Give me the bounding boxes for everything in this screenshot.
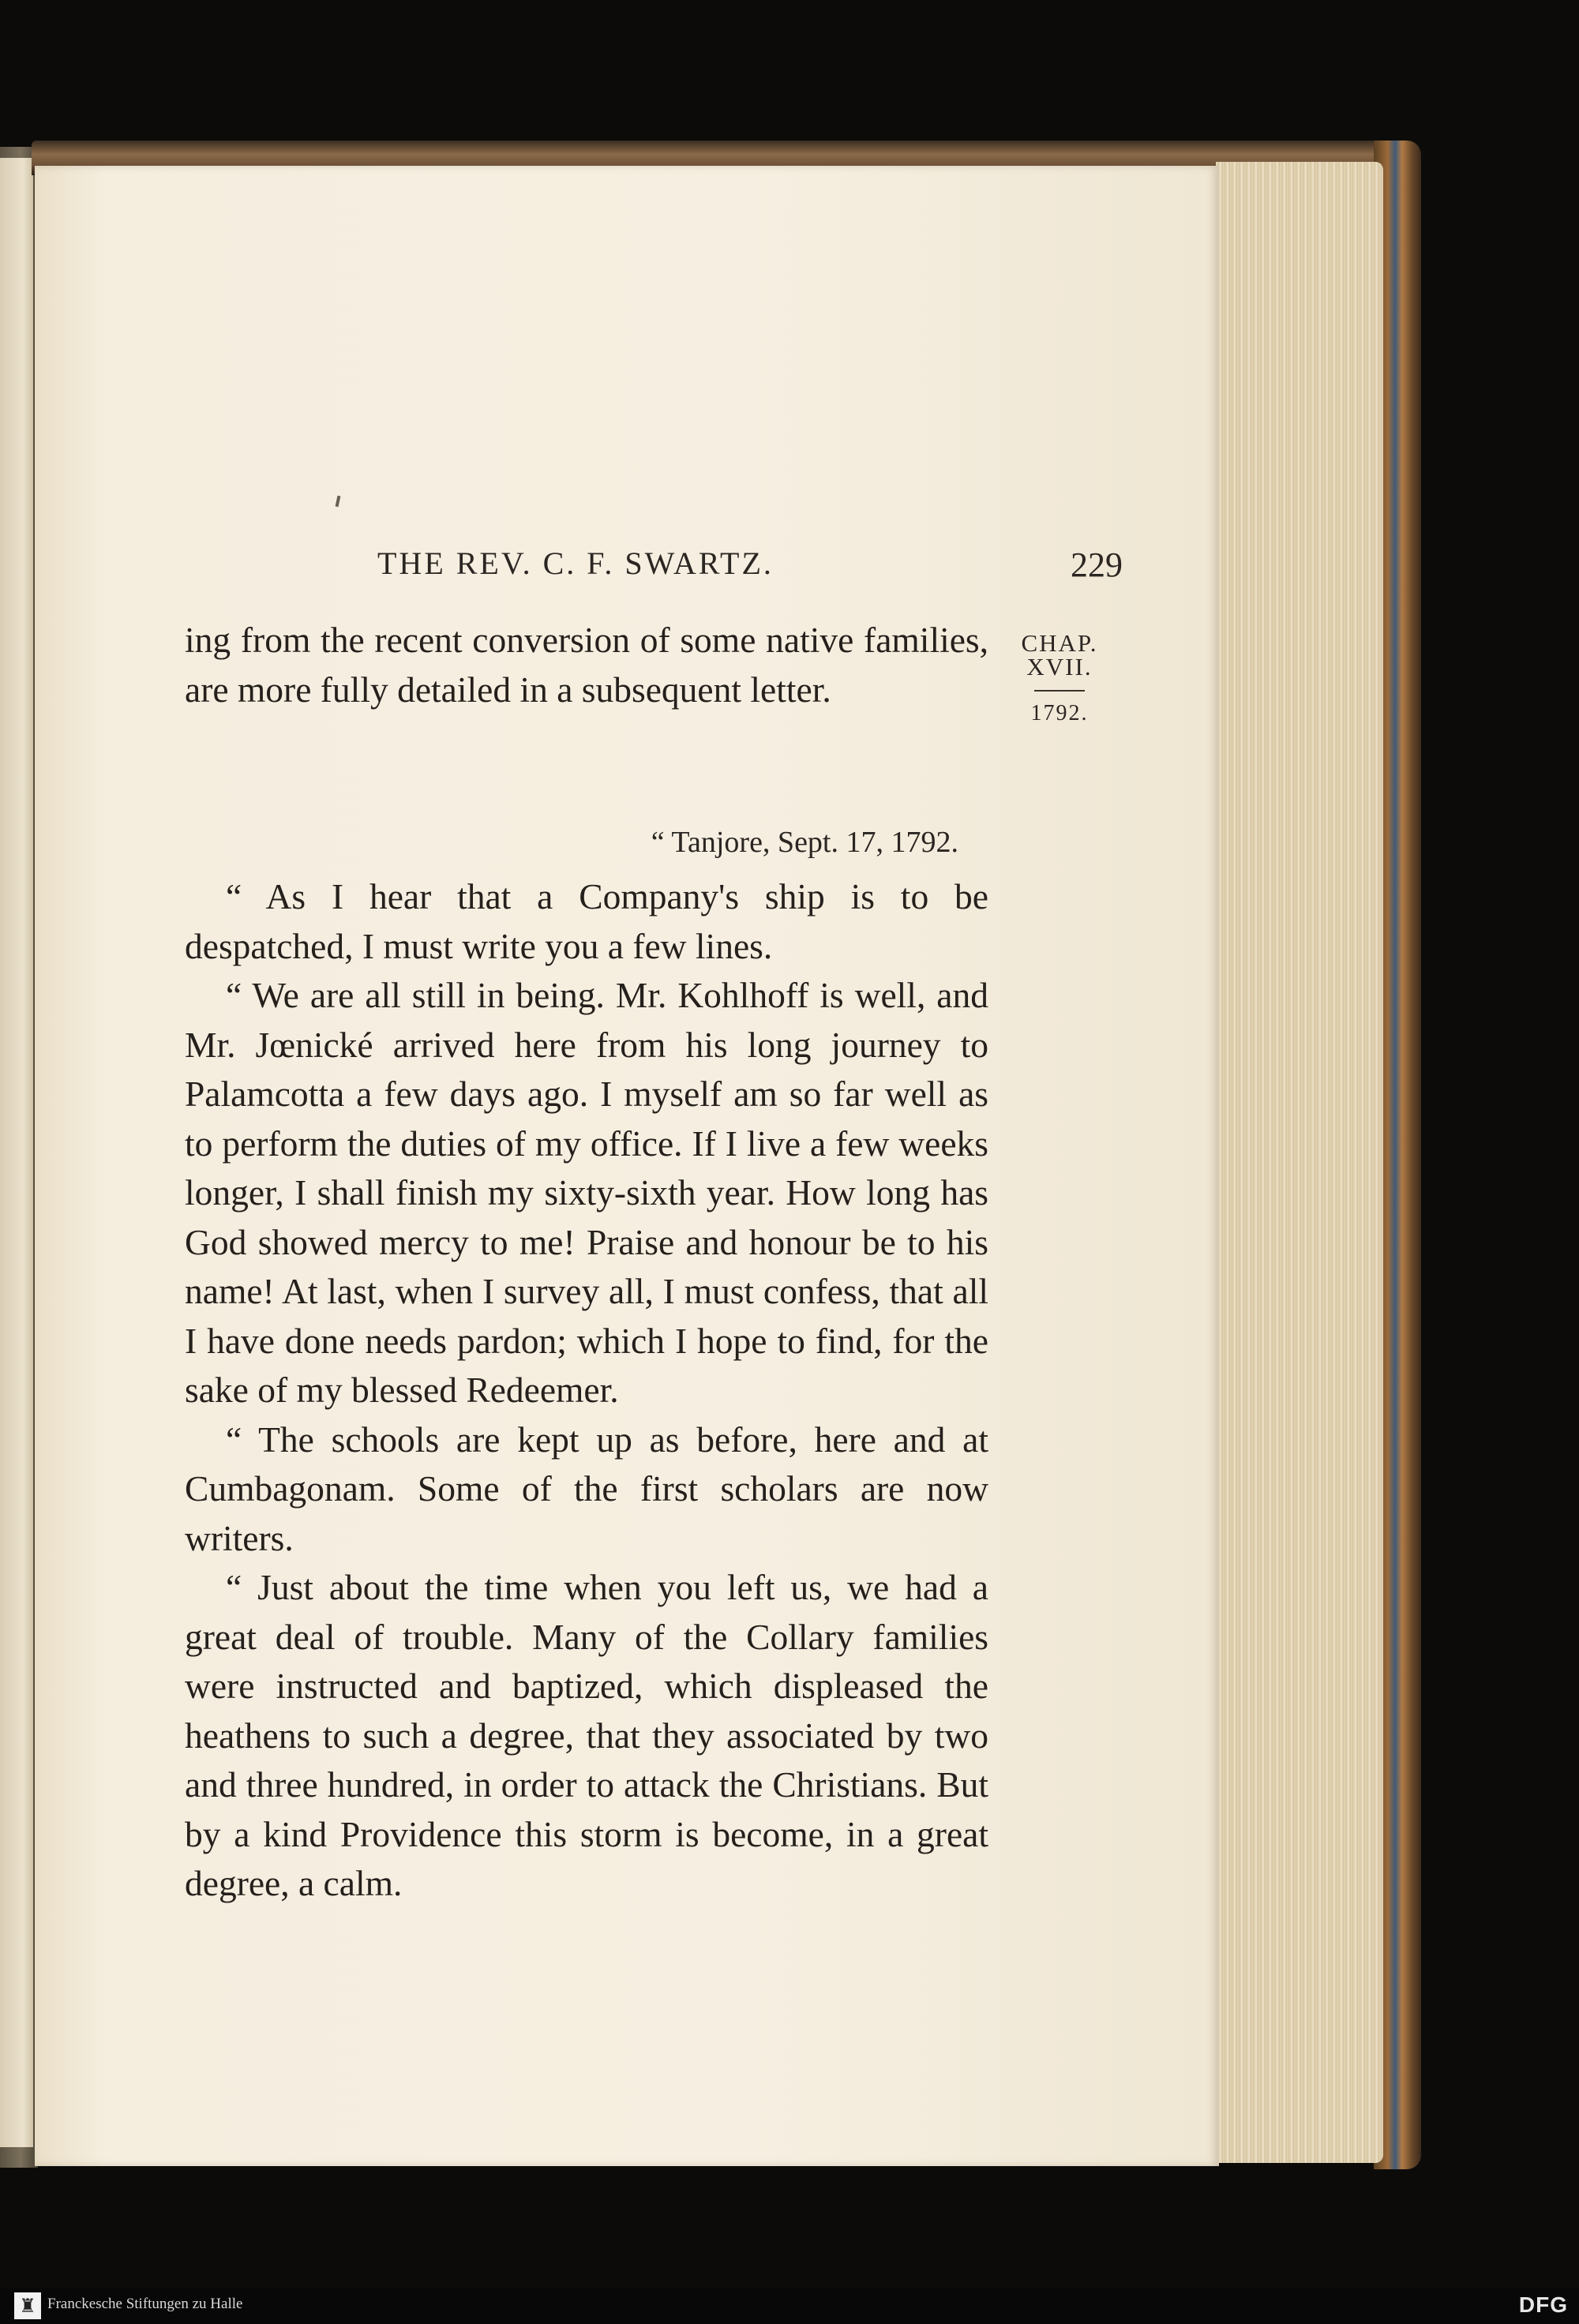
letter-paragraph: “ Just about the time when you left us, we had a great deal of trouble. Many of the Collary families were instructed and baptized, which displeased the heathens to such a degree, that they associated by two and three hundred, in order to attack the Christians. But by a kind Providence this storm is become, in a great degree, a calm.: [185, 1567, 988, 1903]
letter-dateline: “ Tanjore, Sept. 17, 1792.: [651, 826, 958, 859]
letter-paragraph: “ As I hear that a Company's ship is to be despatched, I must write you a few lines.: [185, 876, 988, 966]
footer-brand-logo: DFG: [1518, 2292, 1568, 2317]
letter-paragraph: “ The schools are kept up as before, here and at Cumbagonam. Some of the first scholars are now writers.: [185, 1419, 988, 1558]
institution-logo-icon: ♜: [14, 2292, 41, 2319]
viewer-footer: [0, 2288, 1579, 2324]
opening-paragraph: [185, 616, 988, 714]
margin-note-chapter: CHAP.: [1021, 629, 1098, 657]
page-number: 229: [1071, 545, 1123, 584]
margin-note: [1012, 629, 1107, 726]
margin-note-rule: [1034, 690, 1085, 692]
left-page-edge: [0, 158, 33, 2147]
paragraph-text: ing from the recent conversion of some native families, are more fully detailed in a subsequent letter.: [185, 620, 988, 710]
letter-paragraph: “ We are all still in being. Mr. Kohlhoff is well, and Mr. Jœnické arrived here from his long journey to Palamcotta a few days ago. I myself am so far well as to perform the duties of my office. If I live a few weeks longer, I shall finish my sixty-sixth year. How long has God showed mercy to me! Praise and honour be to his name! At last, when I survey all, I must confess, that all I have done needs pardon; which I hope to find, for the sake of my blessed Redeemer.: [185, 975, 988, 1410]
running-head-title: THE REV. C. F. SWARTZ.: [377, 545, 774, 581]
margin-note-year: 1792.: [1030, 701, 1089, 725]
margin-note-chapter-number: XVII.: [1026, 653, 1093, 680]
page-edges: [1216, 162, 1383, 2163]
footer-credit: Franckesche Stiftungen zu Halle: [47, 2296, 243, 2312]
book-page: [35, 166, 1219, 2166]
pencil-mark: [336, 496, 341, 508]
letter-body: [185, 872, 988, 1909]
